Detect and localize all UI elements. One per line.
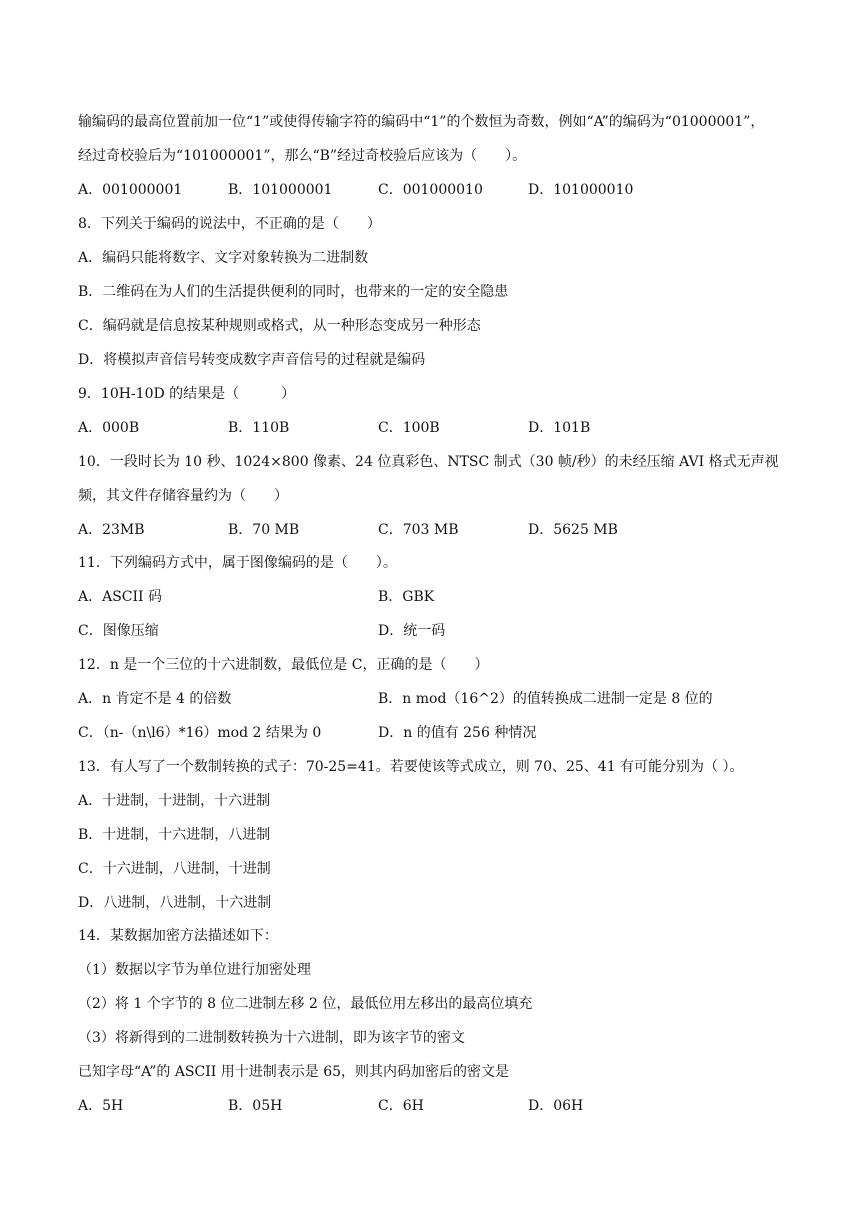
q12-options-row1 (78, 689, 798, 709)
q10-option-a: A．23MB (78, 522, 145, 538)
q7-option-c: C．001000010 (378, 182, 483, 198)
q12-option-a: A．n 肯定不是 4 的倍数 (78, 691, 232, 707)
q8-stem: 8．下列关于编码的说法中，不正确的是（ ） (78, 216, 381, 232)
q9-option-a: A．000B (78, 420, 140, 436)
q7-option-b: B．101000001 (228, 182, 333, 198)
q10-options (78, 520, 798, 540)
q14-options (78, 1096, 798, 1116)
q14-step-2: （2）将 1 个字节的 8 位二进制左移 2 位，最低位用左移出的最高位填充 (78, 996, 533, 1012)
q14-stem: 14．某数据加密方法描述如下： (78, 928, 278, 944)
q11-stem: 11．下列编码方式中，属于图像编码的是（ ）。 (78, 555, 397, 571)
q9-option-c: C．100B (378, 420, 440, 436)
q13-stem: 13．有人写了一个数制转换的式子：70-25=41。若要使该等式成立，则 70、25、41 有可能分别为（ ）。 (78, 759, 744, 775)
q13-option-c: C．十六进制，八进制，十进制 (78, 861, 271, 877)
q13-option-d: D．八进制，八进制，十六进制 (78, 895, 272, 911)
q10-option-c: C．703 MB (378, 522, 459, 538)
q10-option-d: D．5625 MB (528, 522, 618, 538)
q9-options (78, 418, 798, 438)
q9-option-b: B．110B (228, 420, 290, 436)
q14-option-d: D．06H (528, 1098, 584, 1114)
q12-option-d: D．n 的值有 256 种情况 (378, 725, 537, 741)
q8-option-d: D．将模拟声音信号转变成数字声音信号的过程就是编码 (78, 352, 426, 368)
q11-option-b: B．GBK (378, 589, 435, 605)
q10-stem-line2: 频，其文件存储容量约为（ ） (78, 488, 288, 504)
q7-option-a: A．001000001 (78, 182, 183, 198)
q8-option-a: A．编码只能将数字、文字对象转换为二进制数 (78, 250, 369, 266)
q11-option-a: A．ASCII 码 (78, 589, 163, 605)
q11-option-d: D．统一码 (378, 623, 446, 639)
q7-option-d: D．101000010 (528, 182, 634, 198)
q8-option-b: B．二维码在为人们的生活提供便利的同时，也带来的一定的安全隐患 (78, 284, 509, 300)
q14-option-a: A．5H (78, 1098, 124, 1114)
q12-options-row2 (78, 723, 798, 743)
q7-stem-line2: 经过奇校验后为“101000001”，那么“B”经过奇校验后应该为（ ）。 (78, 148, 527, 164)
q10-stem-line1: 10．一段时长为 10 秒、1024×800 像素、24 位真彩色、NTSC 制式（30 帧/秒）的未经压缩 AVI 格式无声视 (78, 454, 779, 470)
q11-option-c: C．图像压缩 (78, 623, 159, 639)
q14-step-3: （3）将新得到的二进制数转换为十六进制，即为该字节的密文 (78, 1030, 465, 1046)
q13-option-b: B．十进制，十六进制，八进制 (78, 827, 271, 843)
q12-option-b: B．n mod（16^2）的值转换成二进制一定是 8 位的 (378, 691, 713, 707)
q7-options (78, 180, 798, 200)
q12-stem: 12．n 是一个三位的十六进制数，最低位是 C，正确的是（ ） (78, 657, 489, 673)
q10-option-b: B．70 MB (228, 522, 300, 538)
q9-option-d: D．101B (528, 420, 591, 436)
q14-option-b: B．05H (228, 1098, 283, 1114)
q14-step-1: （1）数据以字节为单位进行加密处理 (78, 962, 311, 978)
q14-option-c: C．6H (378, 1098, 424, 1114)
q8-option-c: C．编码就是信息按某种规则或格式，从一种形态变成另一种形态 (78, 318, 481, 334)
q13-option-a: A．十进制，十进制，十六进制 (78, 793, 271, 809)
q14-question: 已知字母“A”的 ASCII 用十进制表示是 65，则其内码加密后的密文是 (78, 1064, 510, 1080)
q11-options-row2 (78, 621, 798, 641)
q9-stem: 9．10H-10D 的结果是（ ） (78, 386, 296, 402)
q7-stem-line1: 输编码的最高位置前加一位“1”或使得传输字符的编码中“1”的个数恒为奇数，例如“A”的编码为“01000001”， (78, 114, 765, 130)
q11-options-row1 (78, 587, 798, 607)
q12-option-c: C．（n-（n\l6）*16）mod 2 结果为 0 (78, 725, 322, 741)
